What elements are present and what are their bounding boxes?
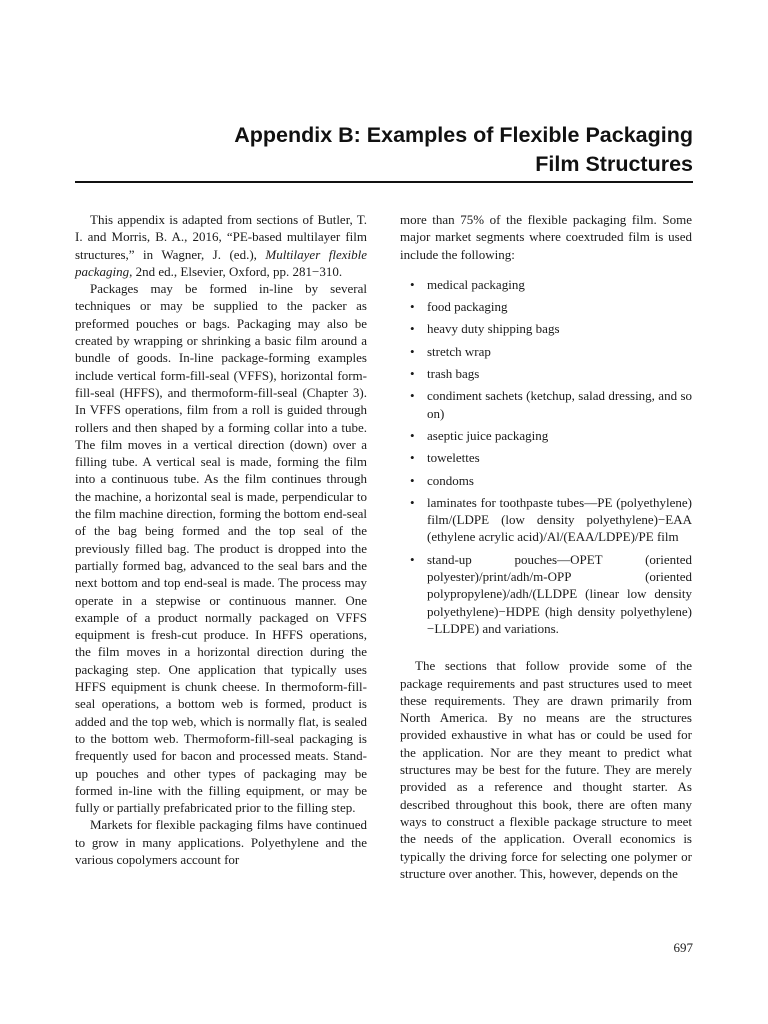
list-item-text: aseptic juice packaging — [427, 427, 549, 443]
list-item — [400, 276, 692, 293]
paragraph-source-note — [75, 211, 367, 280]
right-column — [400, 211, 692, 882]
list-item-text: stand-up pouches—OPET (oriented polyester)/print/adh/m-OPP (oriented polypropylene)/adh/(LLDPE (linear low density polyethylene)−HDPE (high density polyethylene)−LLDPE) and variations. — [427, 551, 692, 636]
list-item-text: medical packaging — [427, 276, 525, 292]
bullet-icon: • — [410, 321, 415, 337]
list-item-text: heavy duty shipping bags — [427, 321, 560, 337]
chapter-title-line-1: Appendix B: Examples of Flexible Packaging — [234, 123, 693, 147]
bullet-icon: • — [410, 299, 415, 315]
paragraph-packaging-forms: Packages may be formed in-line by several techniques or may be supplied to the packer as preformed pouches or bags. Packaging may also be created by wrapping or shrinking a basic film around a bundle of goods. In-line package-forming examples include vertical form-fill-seal (VFFS), horizontal form-fill-seal (HFFS), and thermoform-fill-seal (Chapter 3). In VFFS operations, film from a roll is guided through rollers and then shaped by a forming collar into a tube. The film moves in a vertical direction (down) over a filling tube. A vertical seal is made, forming the film into a continuous tube. As the film continues through the machine, a horizontal seal is made, perpendicular to the film machine direction, forming the bottom end-seal of the bag being formed and the top seal of the previously filled bag. The product is dropped into the partially formed bag, advanced to the seal bars and the next bottom and top end-seal is made. The process may operate in a stepwise or continuous manner. One example of a product normally packaged on VFFS equipment is fresh-cut produce. In HFFS operations, the film moves in a horizontal direction during the packaging step. One application that typically uses HFFS equipment is chunk cheese. In thermoform-fill-seal operations, a bottom web is formed, product is added and the top web, which is normally flat, is sealed to the bottom web. Thermoform-fill-seal packaging is frequently used for bacon and processed meats. Stand-up pouches and other types of packaging may be formed in-line with the filling equipment, or may be fully or partially prefabricated prior to the filling step. — [75, 281, 367, 816]
list-item — [400, 365, 692, 382]
market-segment-list — [400, 276, 692, 637]
bullet-icon: • — [410, 494, 415, 510]
list-item — [400, 494, 692, 546]
bullet-icon: • — [410, 427, 415, 443]
list-item-text: food packaging — [427, 299, 508, 315]
list-item — [400, 551, 692, 637]
title-divider — [75, 181, 693, 183]
list-item-text: condoms — [427, 472, 474, 488]
paragraph-markets: Markets for flexible packaging films have continued to grow in many applications. Polyethylene and the various copolymers account for — [75, 817, 367, 867]
paragraph-market-segments: more than 75% of the flexible packaging film. Some major market segments where coextruded film is used include the following: — [400, 212, 692, 262]
bullet-icon: • — [410, 472, 415, 488]
list-item-text: trash bags — [427, 366, 480, 382]
paragraph-sections-overview: The sections that follow provide some of the package requirements and past structures used to meet these requirements. They are drawn primarily from North America. By no means are the structures provided exhaustive in what has or could be used for the application. Nor are they meant to predict what structures may be best for the future. They are merely provided as a reference and thought starter. As described throughout this book, there are often many ways to construct a flexible package structure to meet the needs of the application. Overall economics is typically the driving force for selecting one polymer or structure over another. This, however, depends on the — [400, 658, 692, 881]
list-item-text: condiment sachets (ketchup, salad dressing, and so on) — [427, 388, 692, 421]
list-item — [400, 298, 692, 315]
bullet-icon: • — [410, 551, 415, 567]
left-column — [75, 211, 367, 868]
source-note-italic-title: Multilayer flexible packaging — [75, 246, 367, 279]
bullet-icon: • — [410, 388, 415, 404]
list-item — [400, 427, 692, 444]
list-item — [400, 387, 692, 422]
list-item — [400, 320, 692, 337]
chapter-title — [93, 121, 693, 179]
bullet-icon: • — [410, 343, 415, 359]
source-note-text-b: , 2nd ed., Elsevier, Oxford, pp. 281−310. — [129, 263, 343, 279]
bullet-icon: • — [410, 276, 415, 292]
list-item — [400, 472, 692, 489]
list-item-text: laminates for toothpaste tubes—PE (polyethylene) film/(LDPE (low density polyethylene)−EAA (ethylene acrylic acid)/Al/(EAA/LDPE)/PE film — [427, 494, 692, 545]
list-item-text: stretch wrap — [427, 343, 491, 359]
chapter-title-line-2: Film Structures — [535, 152, 693, 176]
bullet-icon: • — [410, 366, 415, 382]
page-number: 697 — [673, 940, 693, 955]
source-note-text-a: This appendix is adapted from sections of Butler, T. I. and Morris, B. A., 2016, “PE-based multilayer film structures,” in Wagner, J. (ed.), — [75, 212, 367, 262]
list-item — [400, 449, 692, 466]
bullet-icon: • — [410, 450, 415, 466]
list-item — [400, 343, 692, 360]
list-item-text: towelettes — [427, 450, 480, 466]
